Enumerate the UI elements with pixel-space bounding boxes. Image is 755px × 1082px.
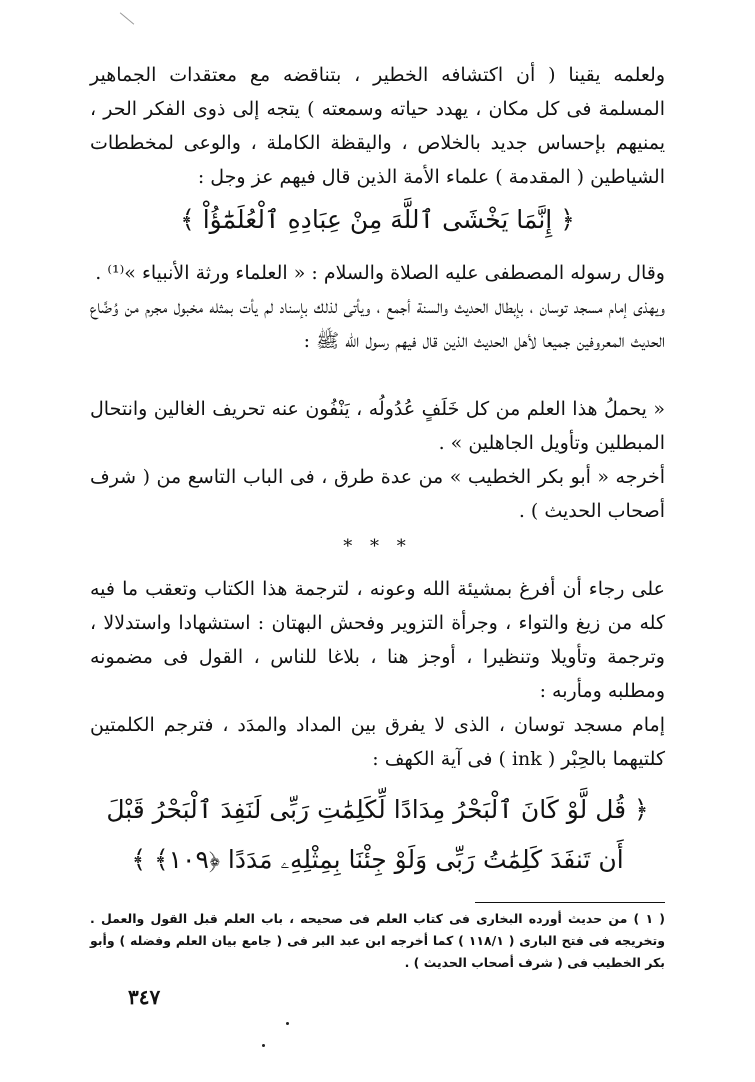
paragraph-intro: ولعلمه يقينا ( أن اكتشافه الخطير ، بتناقضه مع معتقدات الجماهير المسلمة فى كل مكان ، يهدد حياته وسمعته ) يتجه إلى ذوى الفكر الحر ، يمنيهم بإحساس جديد بالخلاص ، واليقظة الكاملة ، والوعى لمخططات الشياطين ( المقدمة ) علماء الأمة الذين قال فيهم عز وجل : — [90, 64, 665, 188]
scan-speck — [262, 1044, 265, 1047]
footnote-1: ( ١ ) من حديث أورده البخارى فى كتاب العلم فى صحيحه ، باب العلم قبل القول والعمل . وتخريجه فى فتح البارى ( ١١٨/١ ) كما أخرجه ابن عبد البر فى ( جامع بيان العلم وفضله ) وأبو بكر الخطيب فى ( شرف أصحاب الحديث ) . — [90, 911, 665, 970]
footnote-divider — [475, 902, 665, 903]
scan-mark — [120, 12, 134, 24]
scan-speck — [286, 1022, 289, 1025]
paragraph-translation-error: إمام مسجد توسان ، الذى لا يفرق بين المداد والمدَد ، فترجم الكلمتين كلتيهما بالحِبْر ( ink ) فى آية الكهف : — [90, 714, 665, 770]
paragraph-hadith-quote: « يحملُ هذا العلم من كل خَلَفٍ عُدُولُه ، يَنْفُون عنه تحريف الغالين وانتحال المبطلين وتأويل الجاهلين » . — [90, 398, 665, 454]
paragraph-takhrij: أخرجه « أبو بكر الخطيب » من عدة طرق ، فى الباب التاسع من ( شرف أصحاب الحديث ) . — [90, 466, 665, 522]
paragraph-imam-claim: ويهذى إمام مسجد توسان ، بإبطال الحديث والسنة أجمع ، ويأتى لذلك بإسناد لم يأت بمثله مخبول مجرم من وُضَّاع الحديث المعروفين جميعا لأهل الحديث الذين قال فيهم رسول الله ﷺ : — [90, 296, 665, 352]
paragraph-hope: على رجاء أن أفرغ بمشيئة الله وعونه ، لترجمة هذا الكتاب وتعقب ما فيه كله من زيغ والتواء ، وجرأة التزوير وفحش البهتان : استشهادا واستدلالا ، وترجمة وتأويلا وتنظيرا ، أوجز هنا ، بلاغا للناس ، القول فى مضمونه ومطلبه ومأربه : — [90, 578, 665, 702]
quran-verse-fatir: ﴿ إِنَّمَا يَخْشَى ٱللَّهَ مِنْ عِبَادِهِ ٱلْعُلَمَٰٓؤُاْ ﴾ — [180, 205, 575, 234]
page-number-value: ٣٤٧ — [128, 985, 161, 1009]
quran-verse-kahf-line-2: أَن تَنفَدَ كَلِمَٰتُ رَبِّى وَلَوْ جِئْنَا بِمِثْلِهِۦ مَدَدًا ﴿١٠٩﴾ ﴾ — [131, 845, 624, 874]
section-separator: * * * — [343, 536, 412, 557]
paragraph-hadith-ulama: وقال رسوله المصطفى عليه الصلاة والسلام : « العلماء ورثة الأنبياء »⁽¹⁾ . — [95, 262, 665, 284]
quran-verse-kahf-line-1: ﴿ قُل لَّوْ كَانَ ٱلْبَحْرُ مِدَادًا لِّكَلِمَٰتِ رَبِّى لَنَفِدَ ٱلْبَحْرُ قَبْلَ — [106, 795, 649, 824]
